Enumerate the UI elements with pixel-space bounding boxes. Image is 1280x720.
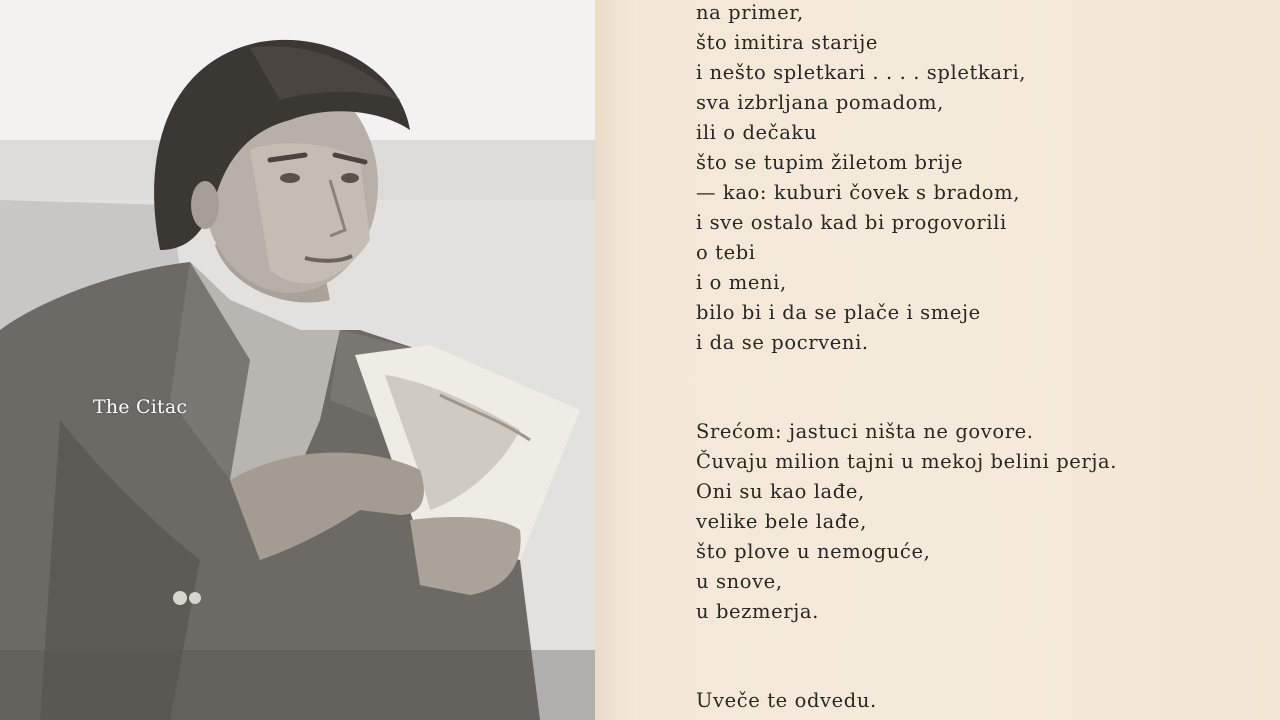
poem-line: i da se pocrveni. (696, 331, 869, 354)
poem-line: Srećom: jastuci ništa ne govore. (696, 420, 1034, 443)
poem-line: i sve ostalo kad bi progovorili (696, 211, 1007, 234)
poem-page (595, 0, 1280, 720)
author-photo-illustration (0, 0, 595, 720)
poem-line: i nešto spletkari . . . . spletkari, (696, 61, 1027, 84)
poem-stanza-1 (696, 0, 1026, 358)
poem-line: o tebi (696, 241, 756, 264)
poem-line: Uveče te odvedu. (696, 689, 877, 712)
poem-line: bilo bi i da se plače i smeje (696, 301, 981, 324)
author-photo (0, 0, 595, 720)
poem-line: sva izbrljana pomadom, (696, 91, 944, 114)
poem-line: — kao: kuburi čovek s bradom, (696, 181, 1021, 204)
poem-line: u bezmerja. (696, 600, 819, 623)
poem-line: Oni su kao lađe, (696, 480, 865, 503)
poem-line: u snove, (696, 570, 783, 593)
poem-line: velike bele lađe, (696, 510, 867, 533)
poem-line: što se tupim žiletom brije (696, 151, 964, 174)
poem-line: što imitira starije (696, 31, 878, 54)
poem-line: Čuvaju milion tajni u mekoj belini perja. (696, 450, 1118, 473)
poem-line: ili o dečaku (696, 121, 817, 144)
poem-stanza-2 (696, 417, 1117, 627)
poem-stanza-3 (696, 686, 877, 716)
poem-line: i o meni, (696, 271, 787, 294)
poem-line: što plove u nemoguće, (696, 540, 931, 563)
channel-watermark: The Citac (93, 396, 188, 418)
poem-line: na primer, (696, 1, 804, 24)
